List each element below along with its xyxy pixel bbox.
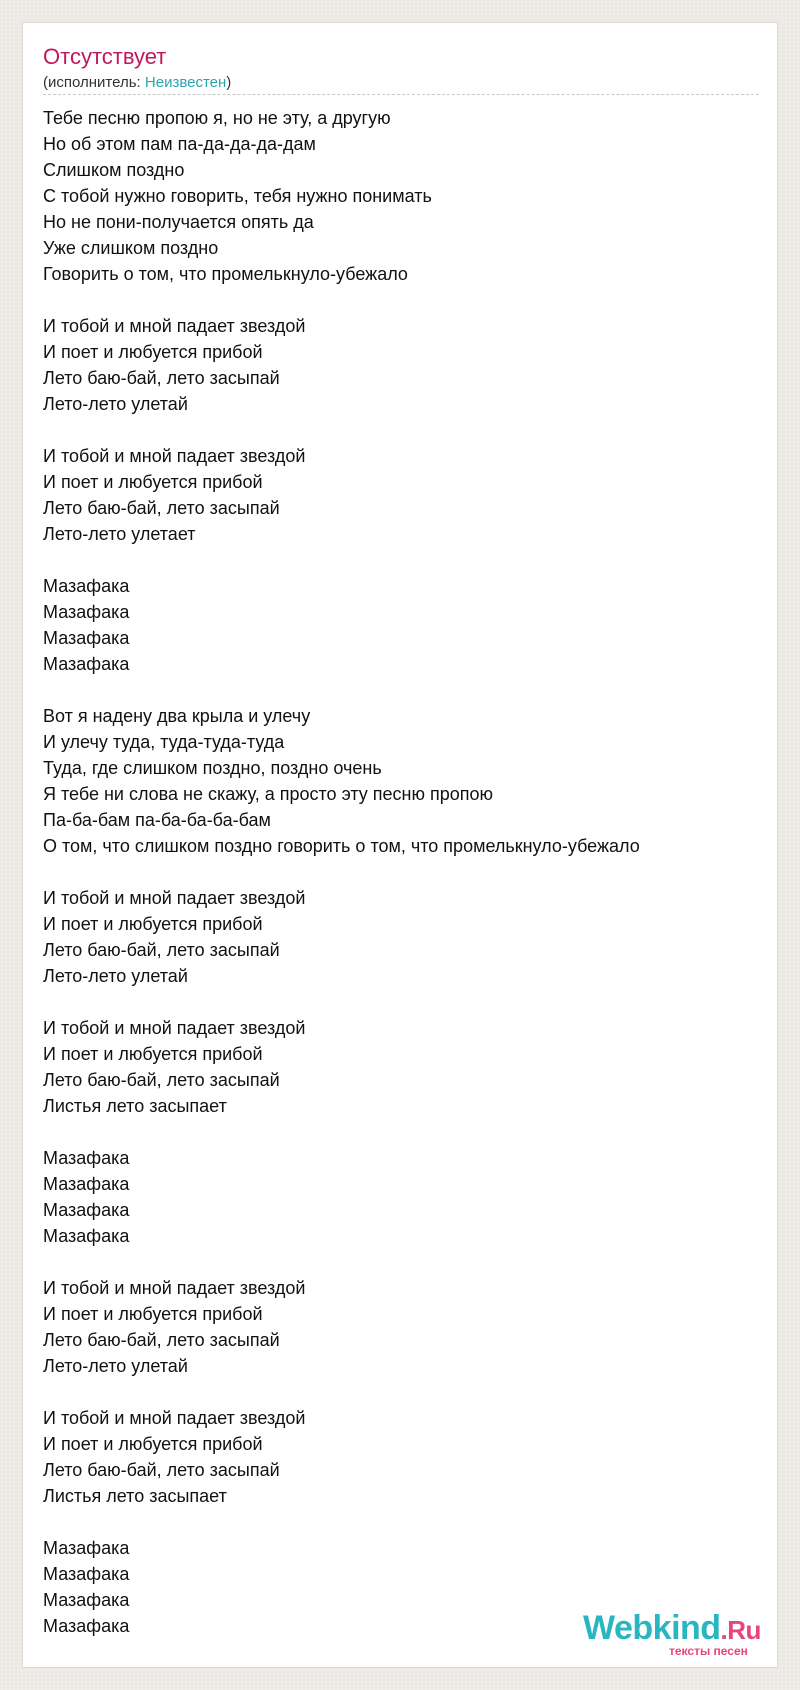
lyric-line: И тобой и мной падает звездой xyxy=(43,1408,306,1428)
logo-tld: .Ru xyxy=(720,1615,761,1645)
lyric-line: И поет и любуется прибой xyxy=(43,1044,263,1064)
lyric-line: Тебе песню пропою я, но не эту, а другую xyxy=(43,108,391,128)
lyric-line: И поет и любуется прибой xyxy=(43,1434,263,1454)
lyric-line: Мазафака xyxy=(43,576,130,596)
stanza xyxy=(43,1405,759,1509)
logo-name: Webkind xyxy=(583,1609,721,1647)
lyric-line: Лето баю-бай, лето засыпай xyxy=(43,1330,280,1350)
webkind-logo[interactable] xyxy=(583,1608,773,1664)
lyric-line: Мазафака xyxy=(43,1174,130,1194)
lyric-line: Но об этом пам па-да-да-да-дам xyxy=(43,134,316,154)
stanza xyxy=(43,1145,759,1249)
lyric-line: Мазафака xyxy=(43,1148,130,1168)
lyric-line: Мазафака xyxy=(43,1200,130,1220)
lyric-line: Мазафака xyxy=(43,628,130,648)
stanza xyxy=(43,105,759,287)
stanza xyxy=(43,443,759,547)
lyric-line: И поет и любуется прибой xyxy=(43,472,263,492)
lyric-line: И улечу туда, туда-туда-туда xyxy=(43,732,285,752)
lyric-line: Вот я надену два крыла и улечу xyxy=(43,706,311,726)
lyric-line: И тобой и мной падает звездой xyxy=(43,1018,306,1038)
lyric-line: Уже слишком поздно xyxy=(43,238,219,258)
lyric-line: О том, что слишком поздно говорить о том, что промелькнуло-убежало xyxy=(43,836,640,856)
lyric-line: Мазафака xyxy=(43,1226,130,1246)
lyric-line: Лето-лето улетай xyxy=(43,966,188,986)
lyric-line: И тобой и мной падает звездой xyxy=(43,888,306,908)
lyric-line: И тобой и мной падает звездой xyxy=(43,446,306,466)
lyric-line: Лето баю-бай, лето засыпай xyxy=(43,368,280,388)
stanza xyxy=(43,313,759,417)
lyric-line: Лето баю-бай, лето засыпай xyxy=(43,940,280,960)
lyric-line: Листья лето засыпает xyxy=(43,1486,227,1506)
stanza xyxy=(43,1275,759,1379)
lyrics-text xyxy=(43,105,759,1665)
lyric-line: Мазафака xyxy=(43,602,130,622)
lyric-line: Я тебе ни слова не скажу, а просто эту песню пропою xyxy=(43,784,494,804)
lyric-line: Лето баю-бай, лето засыпай xyxy=(43,1070,280,1090)
lyric-line: Па-ба-бам па-ба-ба-ба-бам xyxy=(43,810,271,830)
lyric-line: Туда, где слишком поздно, поздно очень xyxy=(43,758,382,778)
lyric-line: И поет и любуется прибой xyxy=(43,914,263,934)
stanza xyxy=(43,1015,759,1119)
lyric-line: Слишком поздно xyxy=(43,160,185,180)
lyric-line: Лето-лето улетает xyxy=(43,524,196,544)
lyrics-card xyxy=(22,22,778,1668)
lyric-line: Лето баю-бай, лето засыпай xyxy=(43,1460,280,1480)
stanza xyxy=(43,885,759,989)
lyric-line: Говорить о том, что промелькнуло-убежало xyxy=(43,264,408,284)
lyric-line: Лето-лето улетай xyxy=(43,394,188,414)
lyric-line: Листья лето засыпает xyxy=(43,1096,227,1116)
lyric-line: С тобой нужно говорить, тебя нужно понимать xyxy=(43,186,432,206)
lyric-line: Но не пони-получается опять да xyxy=(43,212,314,232)
song-title: Отсутствует xyxy=(43,44,167,69)
lyric-line: Лето-лето улетай xyxy=(43,1356,188,1376)
title-divider xyxy=(43,94,759,95)
artist-label: исполнитель: xyxy=(48,74,141,91)
lyric-line: И поет и любуется прибой xyxy=(43,342,263,362)
stanza xyxy=(43,703,759,859)
lyric-line: И тобой и мной падает звездой xyxy=(43,1278,306,1298)
lyric-line: Лето баю-бай, лето засыпай xyxy=(43,498,280,518)
lyric-line: И поет и любуется прибой xyxy=(43,1304,263,1324)
lyric-line: Мазафака xyxy=(43,1564,130,1584)
lyric-line: Мазафака xyxy=(43,654,130,674)
logo-tagline: тексты песен xyxy=(669,1644,748,1658)
lyric-line: Мазафака xyxy=(43,1590,130,1610)
lyric-line: И тобой и мной падает звездой xyxy=(43,316,306,336)
lyric-line: Мазафака xyxy=(43,1616,130,1636)
artist-link[interactable]: Неизвестен xyxy=(144,74,227,91)
lyric-line: Мазафака xyxy=(43,1538,130,1558)
artist-line: (исполнитель: Неизвестен) xyxy=(43,74,232,91)
stanza xyxy=(43,573,759,677)
